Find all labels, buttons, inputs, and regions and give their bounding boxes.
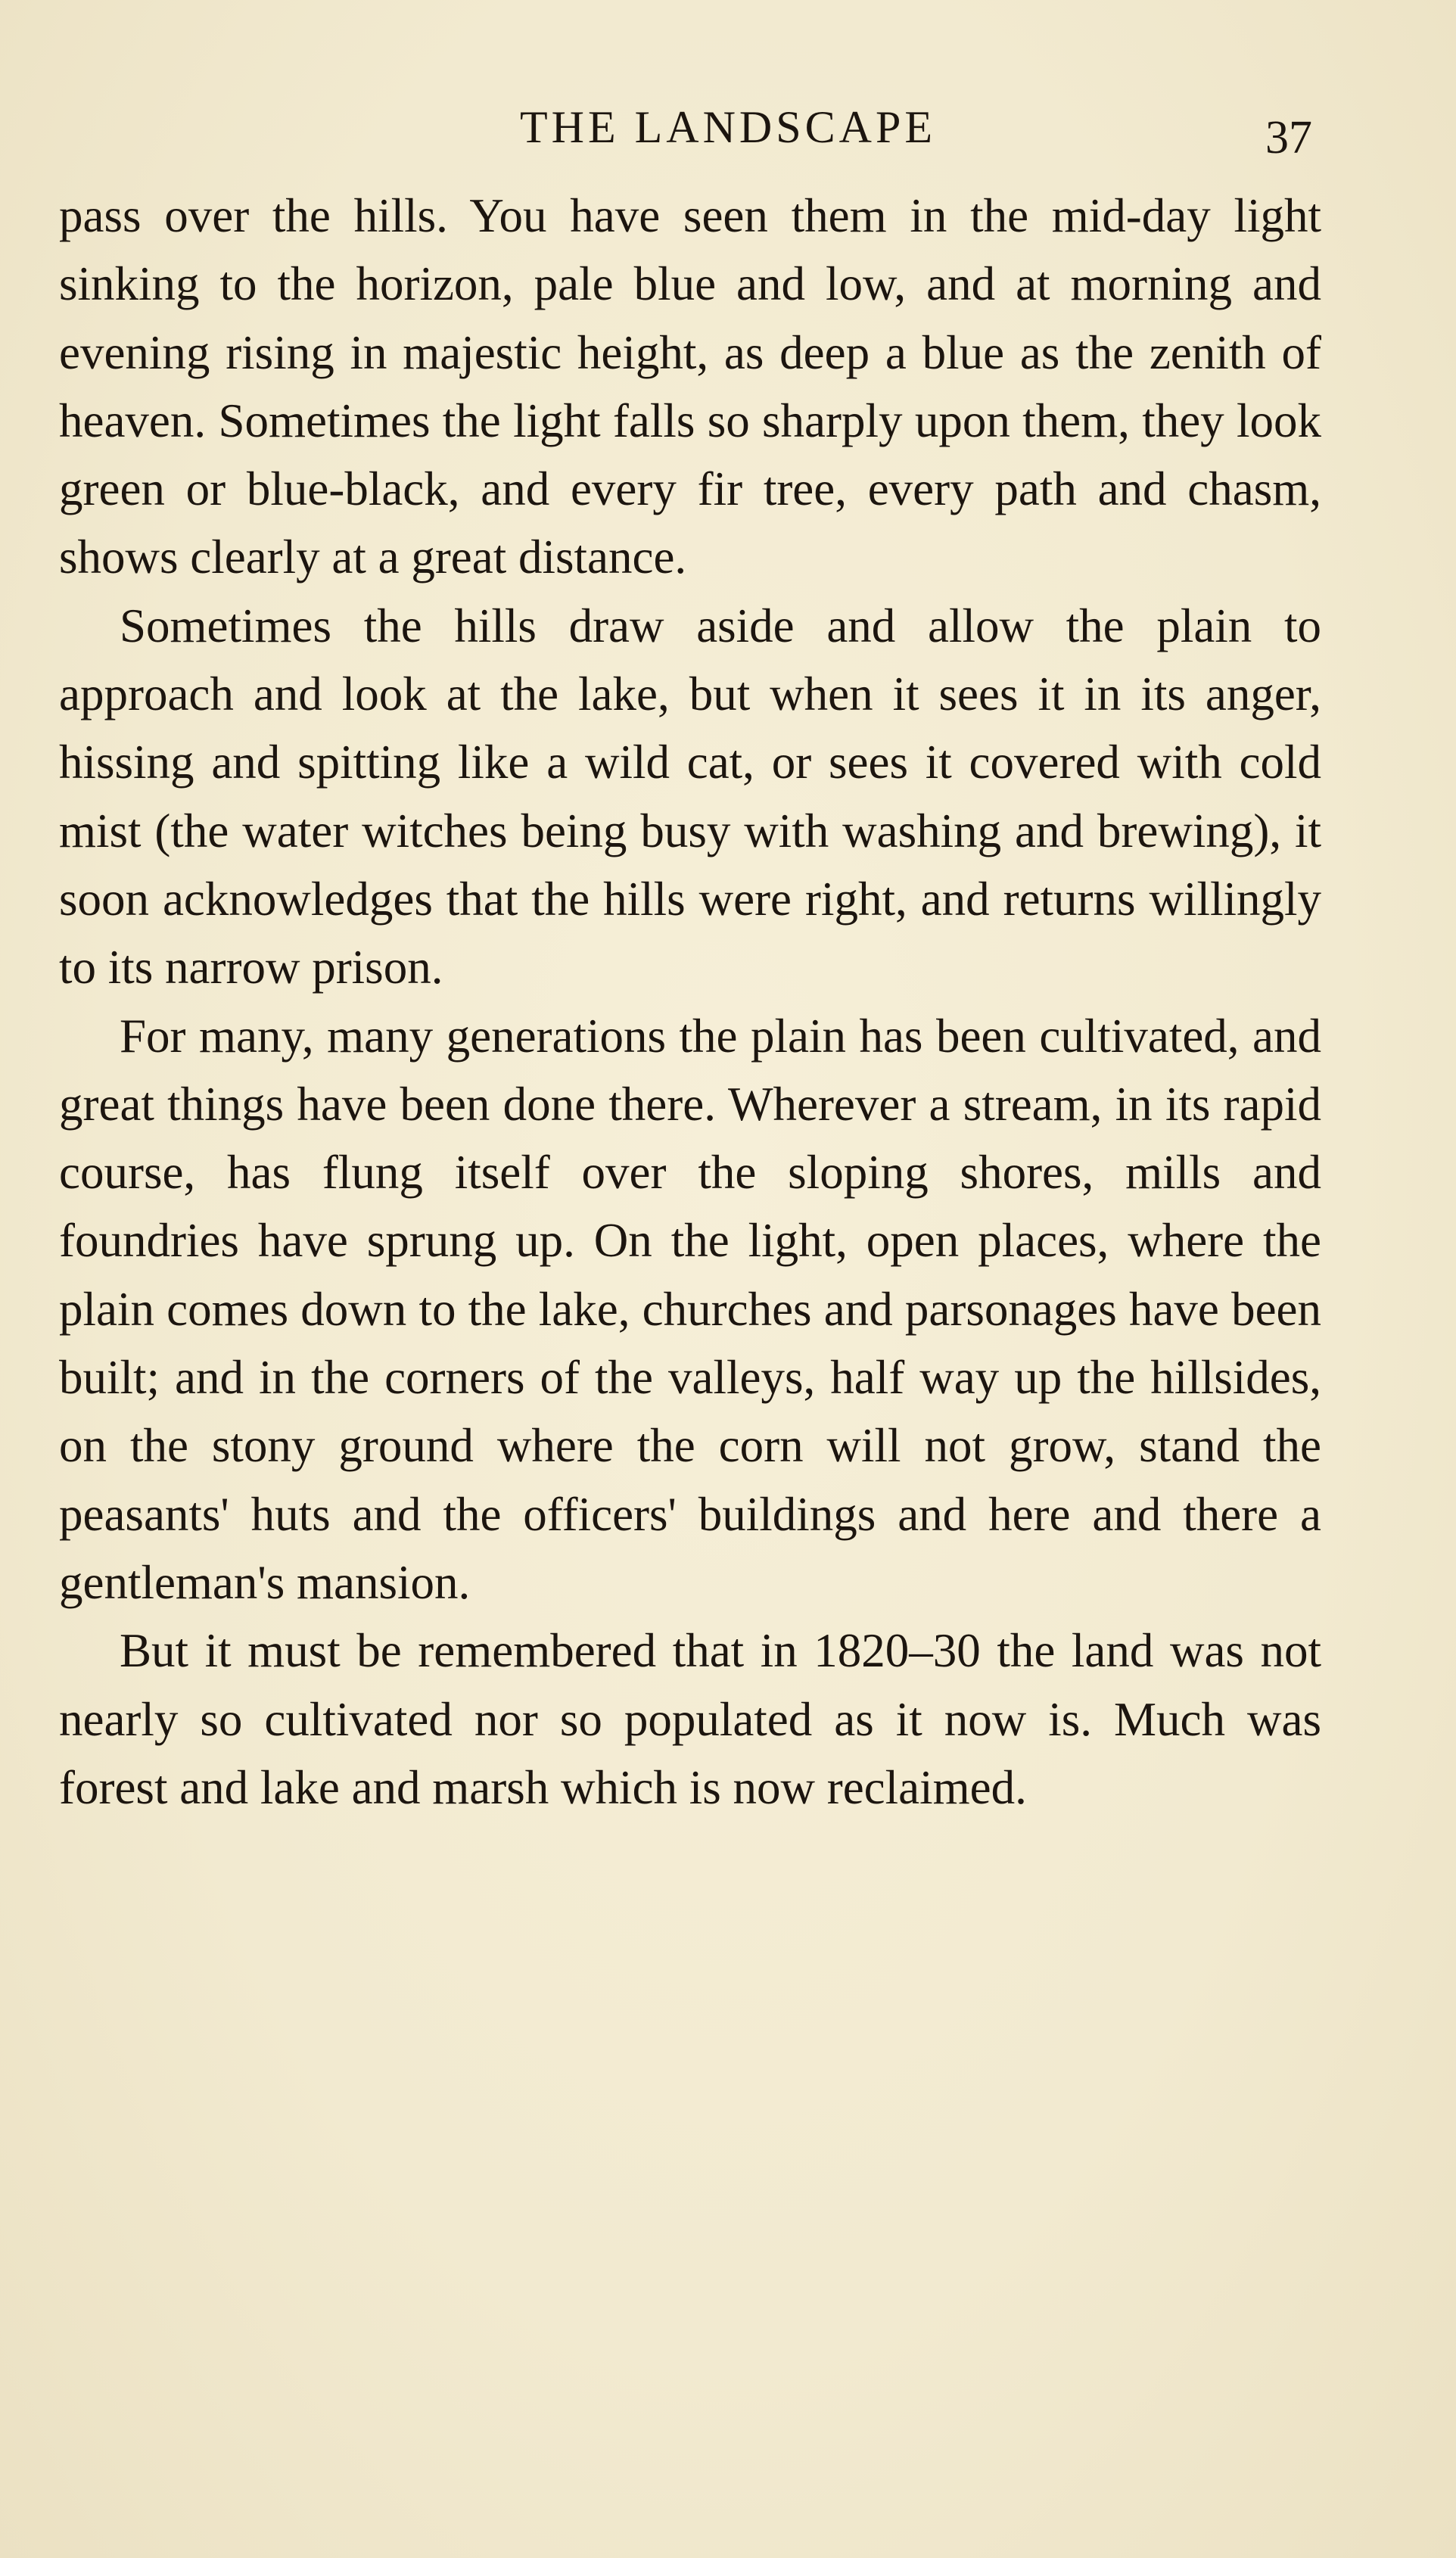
paragraph-4: But it must be remembered that in 1820–30 the land was not nearly so cultivated nor so populated as it now is. Much was forest and lake and marsh which is now reclaimed. xyxy=(59,1624,1321,1814)
paragraph-2: Sometimes the hills draw aside and allow the plain to approach and look at the lake, but when it sees it in its anger, hissing and spitting like a wild cat, or sees it covered with cold mist (the water witches being busy with washing and brewing), it soon acknowledges that the hills were right, and returns willingly to its narrow prison. xyxy=(59,599,1321,994)
body-text xyxy=(59,182,1321,1822)
chapter-title: THE LANDSCAPE xyxy=(519,102,936,152)
running-head xyxy=(0,97,1456,163)
page-number: 37 xyxy=(1265,112,1312,163)
paragraph-3: For many, many generations the plain has been cultivated, and great things have been done there. Wherever a stream, in its rapid course, has flung itself over the sloping shores, mills and foundries have sprung up. On the light, open places, where the plain comes down to the lake, churches and parsonages have been built; and in the corners of the valleys, half way up the hillsides, on the stony ground where the corn will not grow, stand the peasants' huts and the officers' buildings and here and there a gentleman's mansion. xyxy=(59,1009,1321,1609)
paragraph-1: pass over the hills. You have seen them in the mid-day light sinking to the horizon, pale blue and low, and at morning and evening rising in majestic height, as deep a blue as the zenith of heaven. Sometimes the light falls so sharply upon them, they look green or blue-black, and every fir tree, every path and chasm, shows clearly at a great distance. xyxy=(59,189,1321,584)
